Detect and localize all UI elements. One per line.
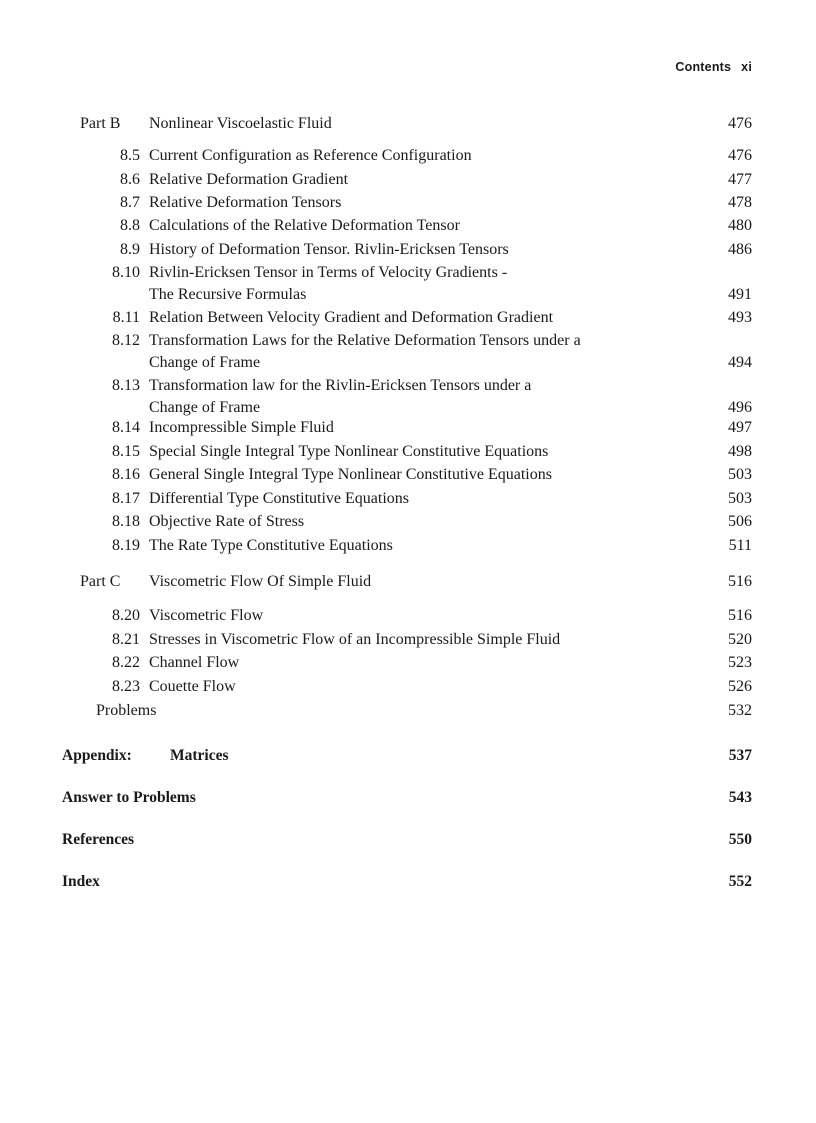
section-number: 8.12 xyxy=(112,332,140,349)
section-title: Current Configuration as Reference Configuration xyxy=(149,147,472,164)
toc-entry[interactable] xyxy=(0,629,816,651)
part-label: Part B xyxy=(80,115,121,132)
page-number: 478 xyxy=(728,194,752,211)
page-number: 503 xyxy=(728,466,752,483)
toc-entry[interactable] xyxy=(0,464,816,486)
toc-answers[interactable] xyxy=(0,787,816,809)
section-title: Relation Between Velocity Gradient and Deformation Gradient xyxy=(149,309,554,326)
section-number: 8.15 xyxy=(112,443,140,460)
section-title: Rivlin-Ericksen Tensor in Terms of Velocity Gradients - The Recursive Formulas xyxy=(149,264,508,303)
appendix-title: Matrices xyxy=(170,747,229,764)
appendix-label: Appendix: xyxy=(62,747,132,764)
page-number: 491 xyxy=(728,286,752,303)
toc-entry[interactable] xyxy=(0,676,816,698)
running-head xyxy=(675,60,752,74)
page-number: 523 xyxy=(728,654,752,671)
toc-references[interactable] xyxy=(0,829,816,851)
toc-entry[interactable] xyxy=(0,652,816,674)
section-title: Stresses in Viscometric Flow of an Incompressible Simple Fluid xyxy=(149,631,561,648)
section-number: 8.7 xyxy=(120,194,140,211)
page-number: 493 xyxy=(728,309,752,326)
page-number: 497 xyxy=(728,419,752,436)
page-number: 480 xyxy=(728,217,752,234)
references-label: References xyxy=(62,831,135,848)
section-title: Channel Flow xyxy=(149,654,240,671)
section-title: History of Deformation Tensor. Rivlin-Ericksen Tensors xyxy=(149,241,509,258)
toc-entry[interactable] xyxy=(0,417,816,439)
page-number: 516 xyxy=(728,573,752,590)
page-number: 477 xyxy=(728,171,752,188)
section-number: 8.18 xyxy=(112,513,140,530)
toc-entry[interactable] xyxy=(0,145,816,167)
part-title: Nonlinear Viscoelastic Fluid xyxy=(149,115,332,132)
page-number: 476 xyxy=(728,147,752,164)
toc-problems[interactable] xyxy=(0,700,816,722)
section-title: Viscometric Flow xyxy=(149,607,264,624)
page-number: 511 xyxy=(728,537,752,554)
toc-entry[interactable] xyxy=(0,605,816,627)
section-title: General Single Integral Type Nonlinear Constitutive Equations xyxy=(149,466,552,483)
toc-part-c[interactable] xyxy=(0,571,816,593)
toc-entry[interactable] xyxy=(0,169,816,191)
section-number: 8.10 xyxy=(112,264,140,281)
page-number: 520 xyxy=(728,631,752,648)
section-number: 8.6 xyxy=(120,171,140,188)
toc-entry[interactable] xyxy=(0,488,816,510)
section-number: 8.11 xyxy=(112,309,140,326)
section-title: Transformation Laws for the Relative Deformation Tensors under a Change of Frame xyxy=(149,332,581,371)
toc-entry[interactable] xyxy=(0,511,816,533)
section-number: 8.8 xyxy=(120,217,140,234)
section-number: 8.9 xyxy=(120,241,140,258)
toc-index[interactable] xyxy=(0,871,816,893)
toc-entry[interactable] xyxy=(0,375,816,419)
page-number: 494 xyxy=(728,354,752,371)
toc-entry[interactable] xyxy=(0,307,816,329)
part-title: Viscometric Flow Of Simple Fluid xyxy=(149,573,372,590)
section-title: The Rate Type Constitutive Equations xyxy=(149,537,393,554)
page-number: 498 xyxy=(728,443,752,460)
toc-entry[interactable] xyxy=(0,262,816,306)
page-number: 476 xyxy=(728,115,752,132)
part-label: Part C xyxy=(80,573,121,590)
page-number: 503 xyxy=(728,490,752,507)
section-number: 8.13 xyxy=(112,377,140,394)
running-head-page: xi xyxy=(741,60,752,74)
section-title: Couette Flow xyxy=(149,678,236,695)
page-number: 526 xyxy=(728,678,752,695)
section-title: Special Single Integral Type Nonlinear Constitutive Equations xyxy=(149,443,549,460)
section-title: Objective Rate of Stress xyxy=(149,513,305,530)
page-number: 543 xyxy=(728,789,752,806)
answers-label: Answer to Problems xyxy=(62,789,196,806)
page-number: 506 xyxy=(728,513,752,530)
section-number: 8.5 xyxy=(120,147,140,164)
toc-entry[interactable] xyxy=(0,239,816,261)
section-title: Incompressible Simple Fluid xyxy=(149,419,334,436)
section-title: Differential Type Constitutive Equations xyxy=(149,490,410,507)
section-title: Relative Deformation Gradient xyxy=(149,171,349,188)
page-number: 550 xyxy=(728,831,752,848)
section-title: Calculations of the Relative Deformation Tensor xyxy=(149,217,460,234)
section-number: 8.17 xyxy=(112,490,140,507)
section-number: 8.23 xyxy=(112,678,140,695)
section-title: Transformation law for the Rivlin-Ericksen Tensors under a Change of Frame xyxy=(149,377,532,416)
page-number: 516 xyxy=(728,607,752,624)
page-number: 486 xyxy=(728,241,752,258)
section-number: 8.14 xyxy=(112,419,140,436)
section-number: 8.16 xyxy=(112,466,140,483)
index-label: Index xyxy=(62,873,100,890)
section-title: Relative Deformation Tensors xyxy=(149,194,342,211)
toc-entry[interactable] xyxy=(0,535,816,557)
section-number: 8.19 xyxy=(112,537,140,554)
page-number: 552 xyxy=(728,873,752,890)
section-number: 8.21 xyxy=(112,631,140,648)
running-head-label: Contents xyxy=(675,60,732,74)
toc-entry[interactable] xyxy=(0,330,816,374)
section-number: 8.22 xyxy=(112,654,140,671)
toc-entry[interactable] xyxy=(0,441,816,463)
toc-entry[interactable] xyxy=(0,215,816,237)
toc-part-b[interactable] xyxy=(0,113,816,135)
page-number: 537 xyxy=(728,747,752,764)
section-number: 8.20 xyxy=(112,607,140,624)
toc-appendix[interactable] xyxy=(0,745,816,767)
page-number: 496 xyxy=(728,399,752,416)
toc-entry[interactable] xyxy=(0,192,816,214)
page-number: 532 xyxy=(728,702,752,719)
problems-label: Problems xyxy=(96,702,157,719)
